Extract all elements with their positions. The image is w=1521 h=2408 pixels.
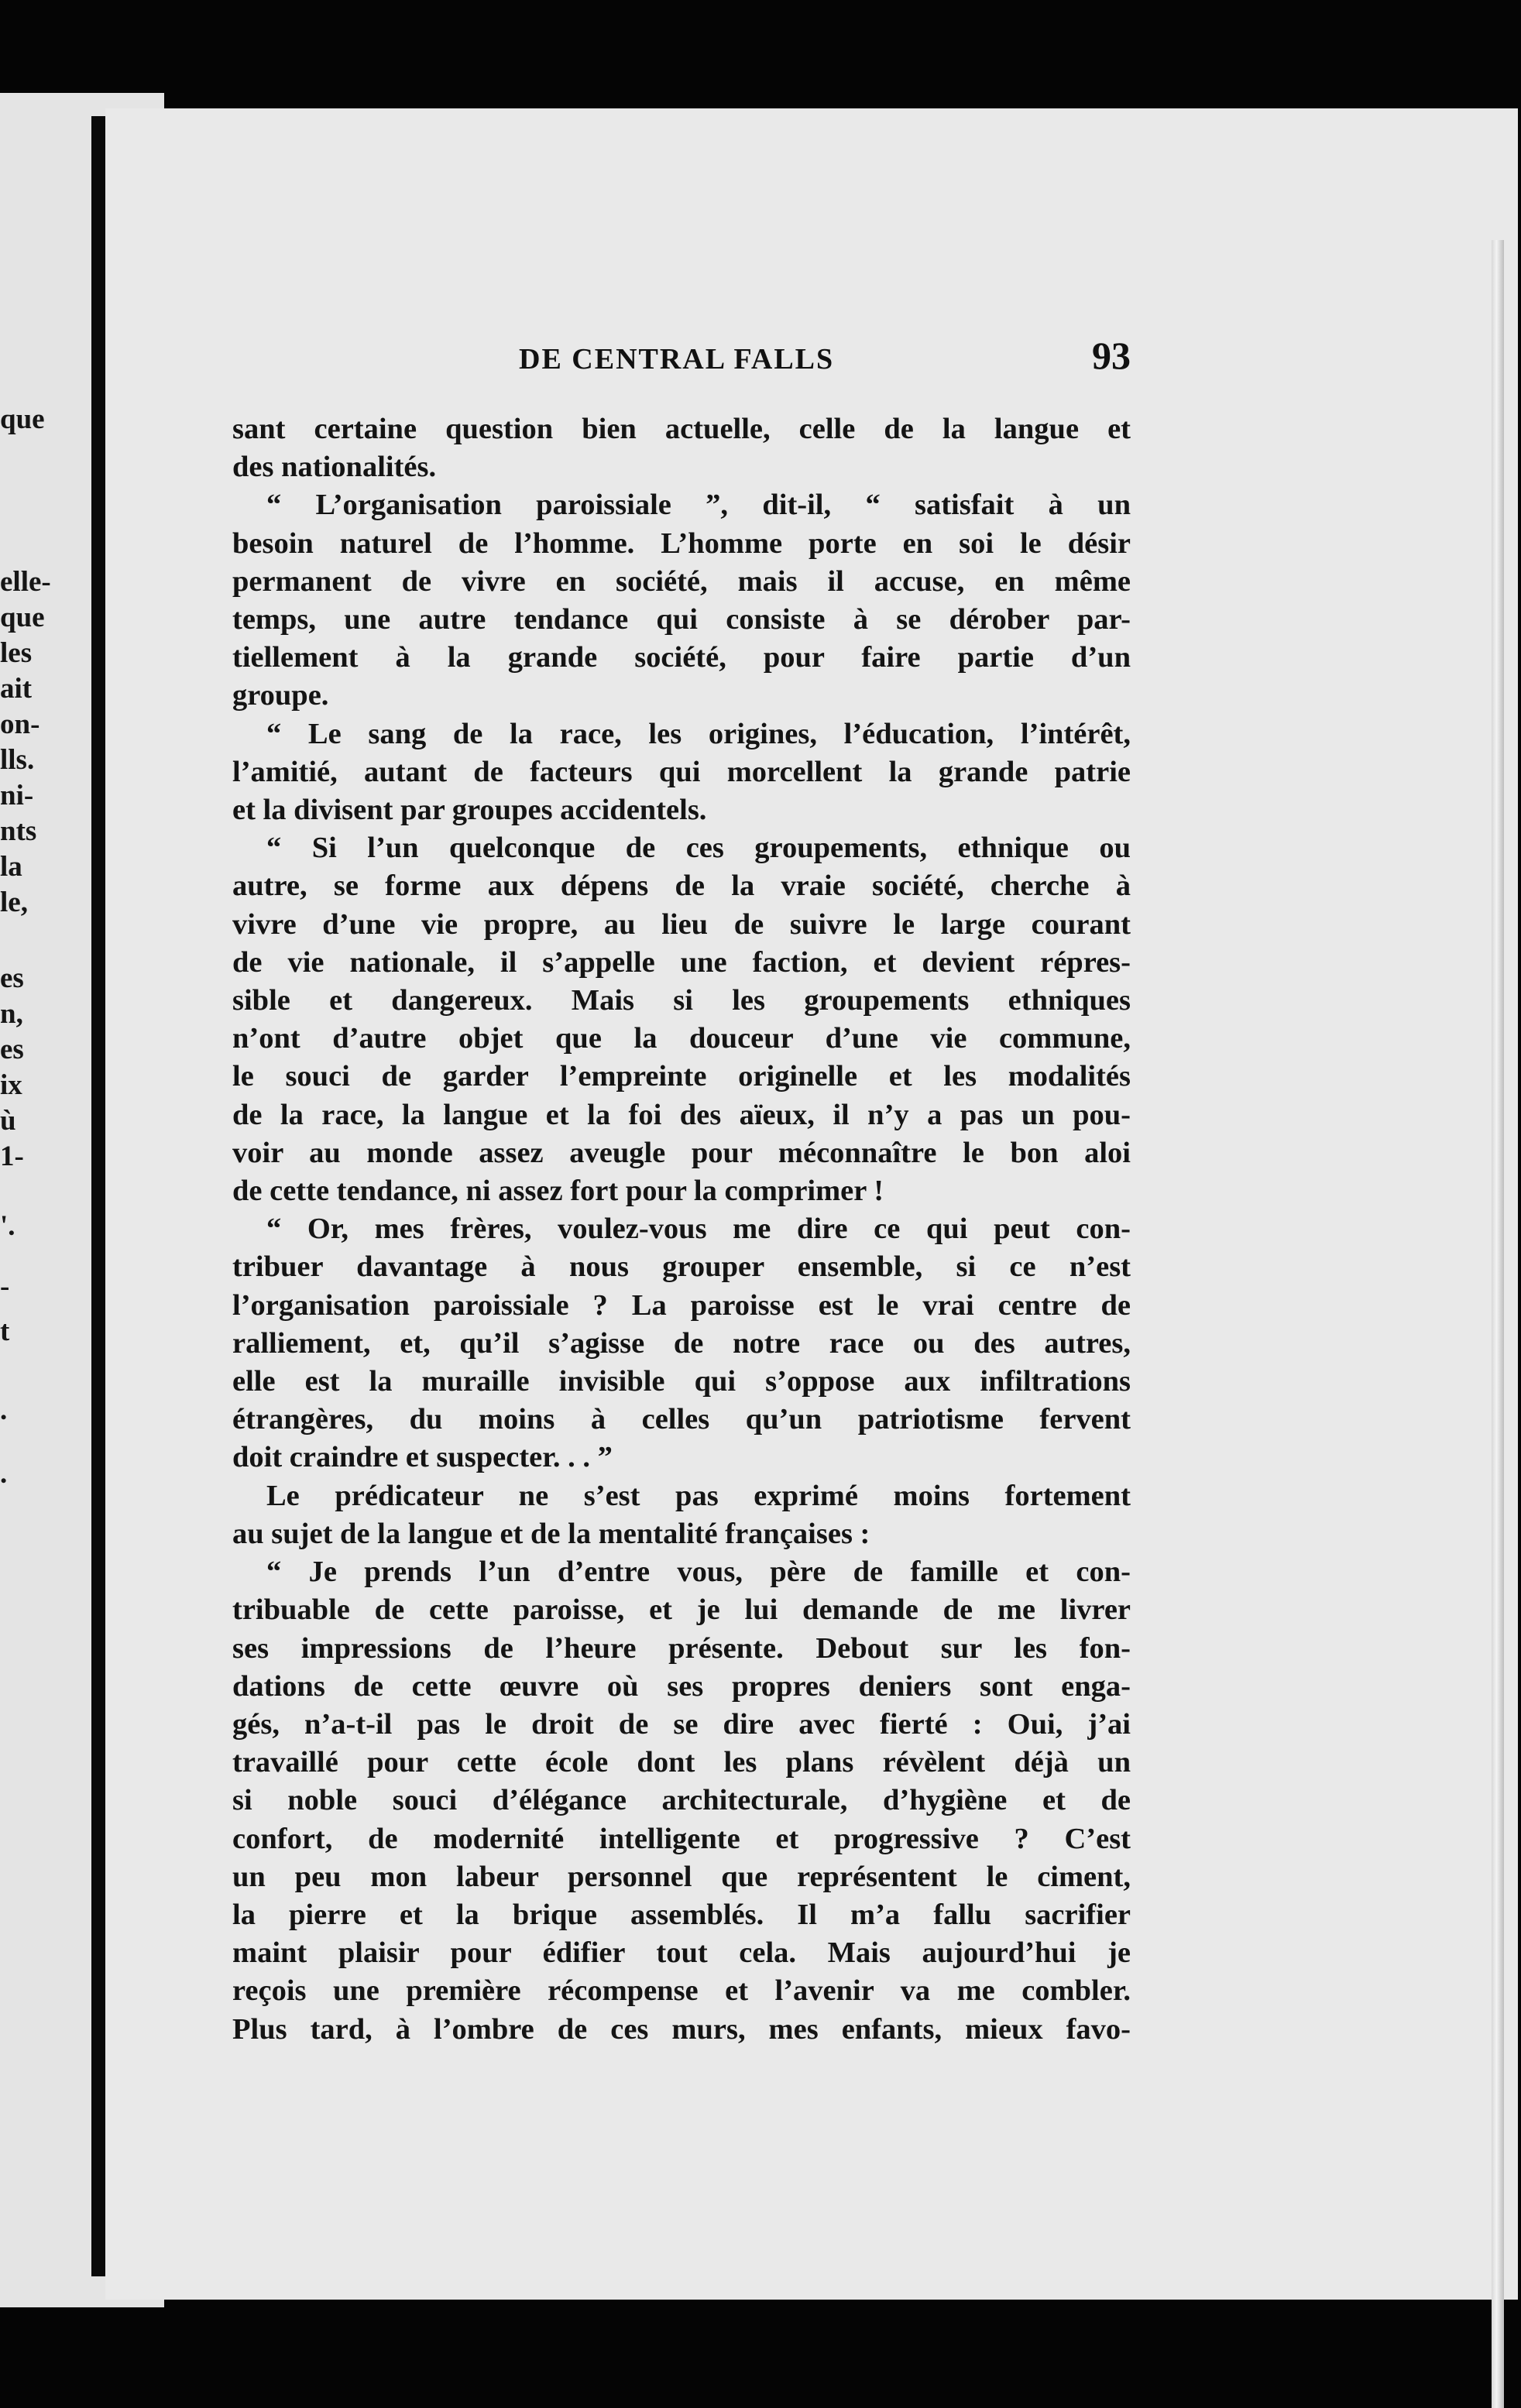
text-line: permanent de vivre en société, mais il accuse, en même: [232, 564, 1131, 598]
book-gutter: [91, 116, 105, 2276]
left-page-fragment: nts: [0, 815, 37, 847]
left-page-fragment: elle-: [0, 566, 51, 598]
left-page-fragment: que: [0, 403, 45, 435]
text-line: “ Si l’un quelconque de ces groupements, ethnique ou: [266, 832, 1131, 865]
left-page-fragment: .: [0, 1394, 8, 1426]
text-line: travaillé pour cette école dont les plans révèlent déjà un: [232, 1746, 1131, 1779]
left-page-fragment: .: [0, 1458, 8, 1490]
text-line: Plus tard, à l’ombre de ces murs, mes enfants, mieux favo-: [232, 2012, 1131, 2046]
page-header: [519, 333, 1131, 387]
left-page-fragment: on-: [0, 708, 40, 740]
text-line: autre, se forme aux dépens de la vraie société, cherche à: [232, 870, 1131, 903]
text-line: des nationalités.: [232, 451, 437, 484]
text-line: au sujet de la langue et de la mentalité françaises :: [232, 1517, 870, 1550]
text-line: doit craindre et suspecter. . . ”: [232, 1441, 613, 1474]
left-page-fragment: n,: [0, 998, 23, 1030]
text-line: si noble souci d’élégance architecturale, d’hygiène et de: [232, 1784, 1131, 1817]
text-line: vivre d’une vie propre, au lieu de suivre le large courant: [232, 907, 1131, 941]
text-line: sible et dangereux. Mais si les groupements ethniques: [232, 984, 1131, 1017]
left-page-fragment: que: [0, 602, 45, 633]
text-line: reçois une première récompense et l’avenir va me combler.: [232, 1974, 1131, 2008]
left-page-fragment: es: [0, 962, 24, 994]
page-number: 93: [1092, 334, 1131, 377]
left-page-fragment: les: [0, 637, 33, 669]
text-line: ralliement, et, qu’il s’agisse de notre race ou des autres,: [232, 1326, 1131, 1360]
text-line: elle est la muraille invisible qui s’oppose aux infiltrations: [232, 1365, 1131, 1398]
text-line: “ Le sang de la race, les origines, l’éducation, l’intérêt,: [266, 717, 1131, 750]
text-line: étrangères, du moins à celles qu’un patriotisme fervent: [232, 1403, 1131, 1436]
text-line: tribuable de cette paroisse, et je lui demande de me livrer: [232, 1593, 1131, 1627]
text-line: confort, de modernité intelligente et progressive ? C’est: [232, 1822, 1131, 1855]
text-line: tiellement à la grande société, pour faire partie d’un: [232, 641, 1131, 674]
text-line: voir au monde assez aveugle pour méconnaître le bon aloi: [232, 1136, 1131, 1169]
text-line: n’ont d’autre objet que la douceur d’une vie commune,: [232, 1022, 1131, 1055]
text-line: Le prédicateur ne s’est pas exprimé moins fortement: [266, 1479, 1131, 1512]
left-page-fragment: t: [0, 1315, 10, 1347]
text-line: ses impressions de l’heure présente. Debout sur les fon-: [232, 1631, 1131, 1665]
text-line: et la divisent par groupes accidentels.: [232, 794, 707, 827]
left-page-fragment: ni-: [0, 780, 34, 811]
text-line: temps, une autre tendance qui consiste à se dérober par-: [232, 603, 1131, 636]
left-page-fragment: ix: [0, 1069, 22, 1101]
text-line: gés, n’a-t-il pas le droit de se dire avec fierté : Oui, j’ai: [232, 1707, 1131, 1741]
left-page-fragment: es: [0, 1034, 24, 1065]
text-line: l’organisation paroissiale ? La paroisse est le vrai centre de: [232, 1288, 1131, 1322]
left-page-fragment: -: [0, 1271, 10, 1302]
left-page-fragment: '.: [0, 1210, 15, 1242]
text-line: besoin naturel de l’homme. L’homme porte en soi le désir: [232, 527, 1131, 560]
text-line: maint plaisir pour édifier tout cela. Mais aujourd’hui je: [232, 1936, 1131, 1970]
text-line: groupe.: [232, 679, 329, 712]
text-line: de vie nationale, il s’appelle une faction, et devient répres-: [232, 945, 1131, 979]
page-edge: [1492, 240, 1504, 2408]
text-line: la pierre et la brique assemblés. Il m’a fallu sacrifier: [232, 1898, 1131, 1931]
left-page-fragment: ait: [0, 673, 33, 705]
left-page-fragment: la: [0, 851, 22, 883]
left-page-fragment: le,: [0, 887, 28, 918]
text-line: sant certaine question bien actuelle, celle de la langue et: [232, 413, 1131, 445]
text-line: de cette tendance, ni assez fort pour la comprimer !: [232, 1175, 884, 1208]
left-page-fragment: ù: [0, 1105, 16, 1137]
text-line: “ Je prends l’un d’entre vous, père de famille et con-: [266, 1556, 1131, 1589]
text-line: l’amitié, autant de facteurs qui morcellent la grande patrie: [232, 755, 1131, 788]
left-page-fragment: lls.: [0, 744, 35, 776]
text-line: “ L’organisation paroissiale ”, dit-il, “ satisfait à un: [266, 489, 1131, 522]
left-page-fragment: 1-: [0, 1141, 24, 1172]
text-line: tribuer davantage à nous grouper ensemble, si ce n’est: [232, 1250, 1131, 1284]
body-text: [232, 410, 1131, 2049]
text-line: “ Or, mes frères, voulez-vous me dire ce qui peut con-: [266, 1213, 1131, 1246]
text-line: un peu mon labeur personnel que représentent le ciment,: [232, 1860, 1131, 1893]
running-head: DE CENTRAL FALLS: [519, 343, 835, 376]
text-line: le souci de garder l’empreinte originelle et les modalités: [232, 1060, 1131, 1093]
text-line: de la race, la langue et la foi des aïeux, il n’y a pas un pou-: [232, 1098, 1131, 1131]
text-line: dations de cette œuvre où ses propres deniers sont enga-: [232, 1669, 1131, 1703]
